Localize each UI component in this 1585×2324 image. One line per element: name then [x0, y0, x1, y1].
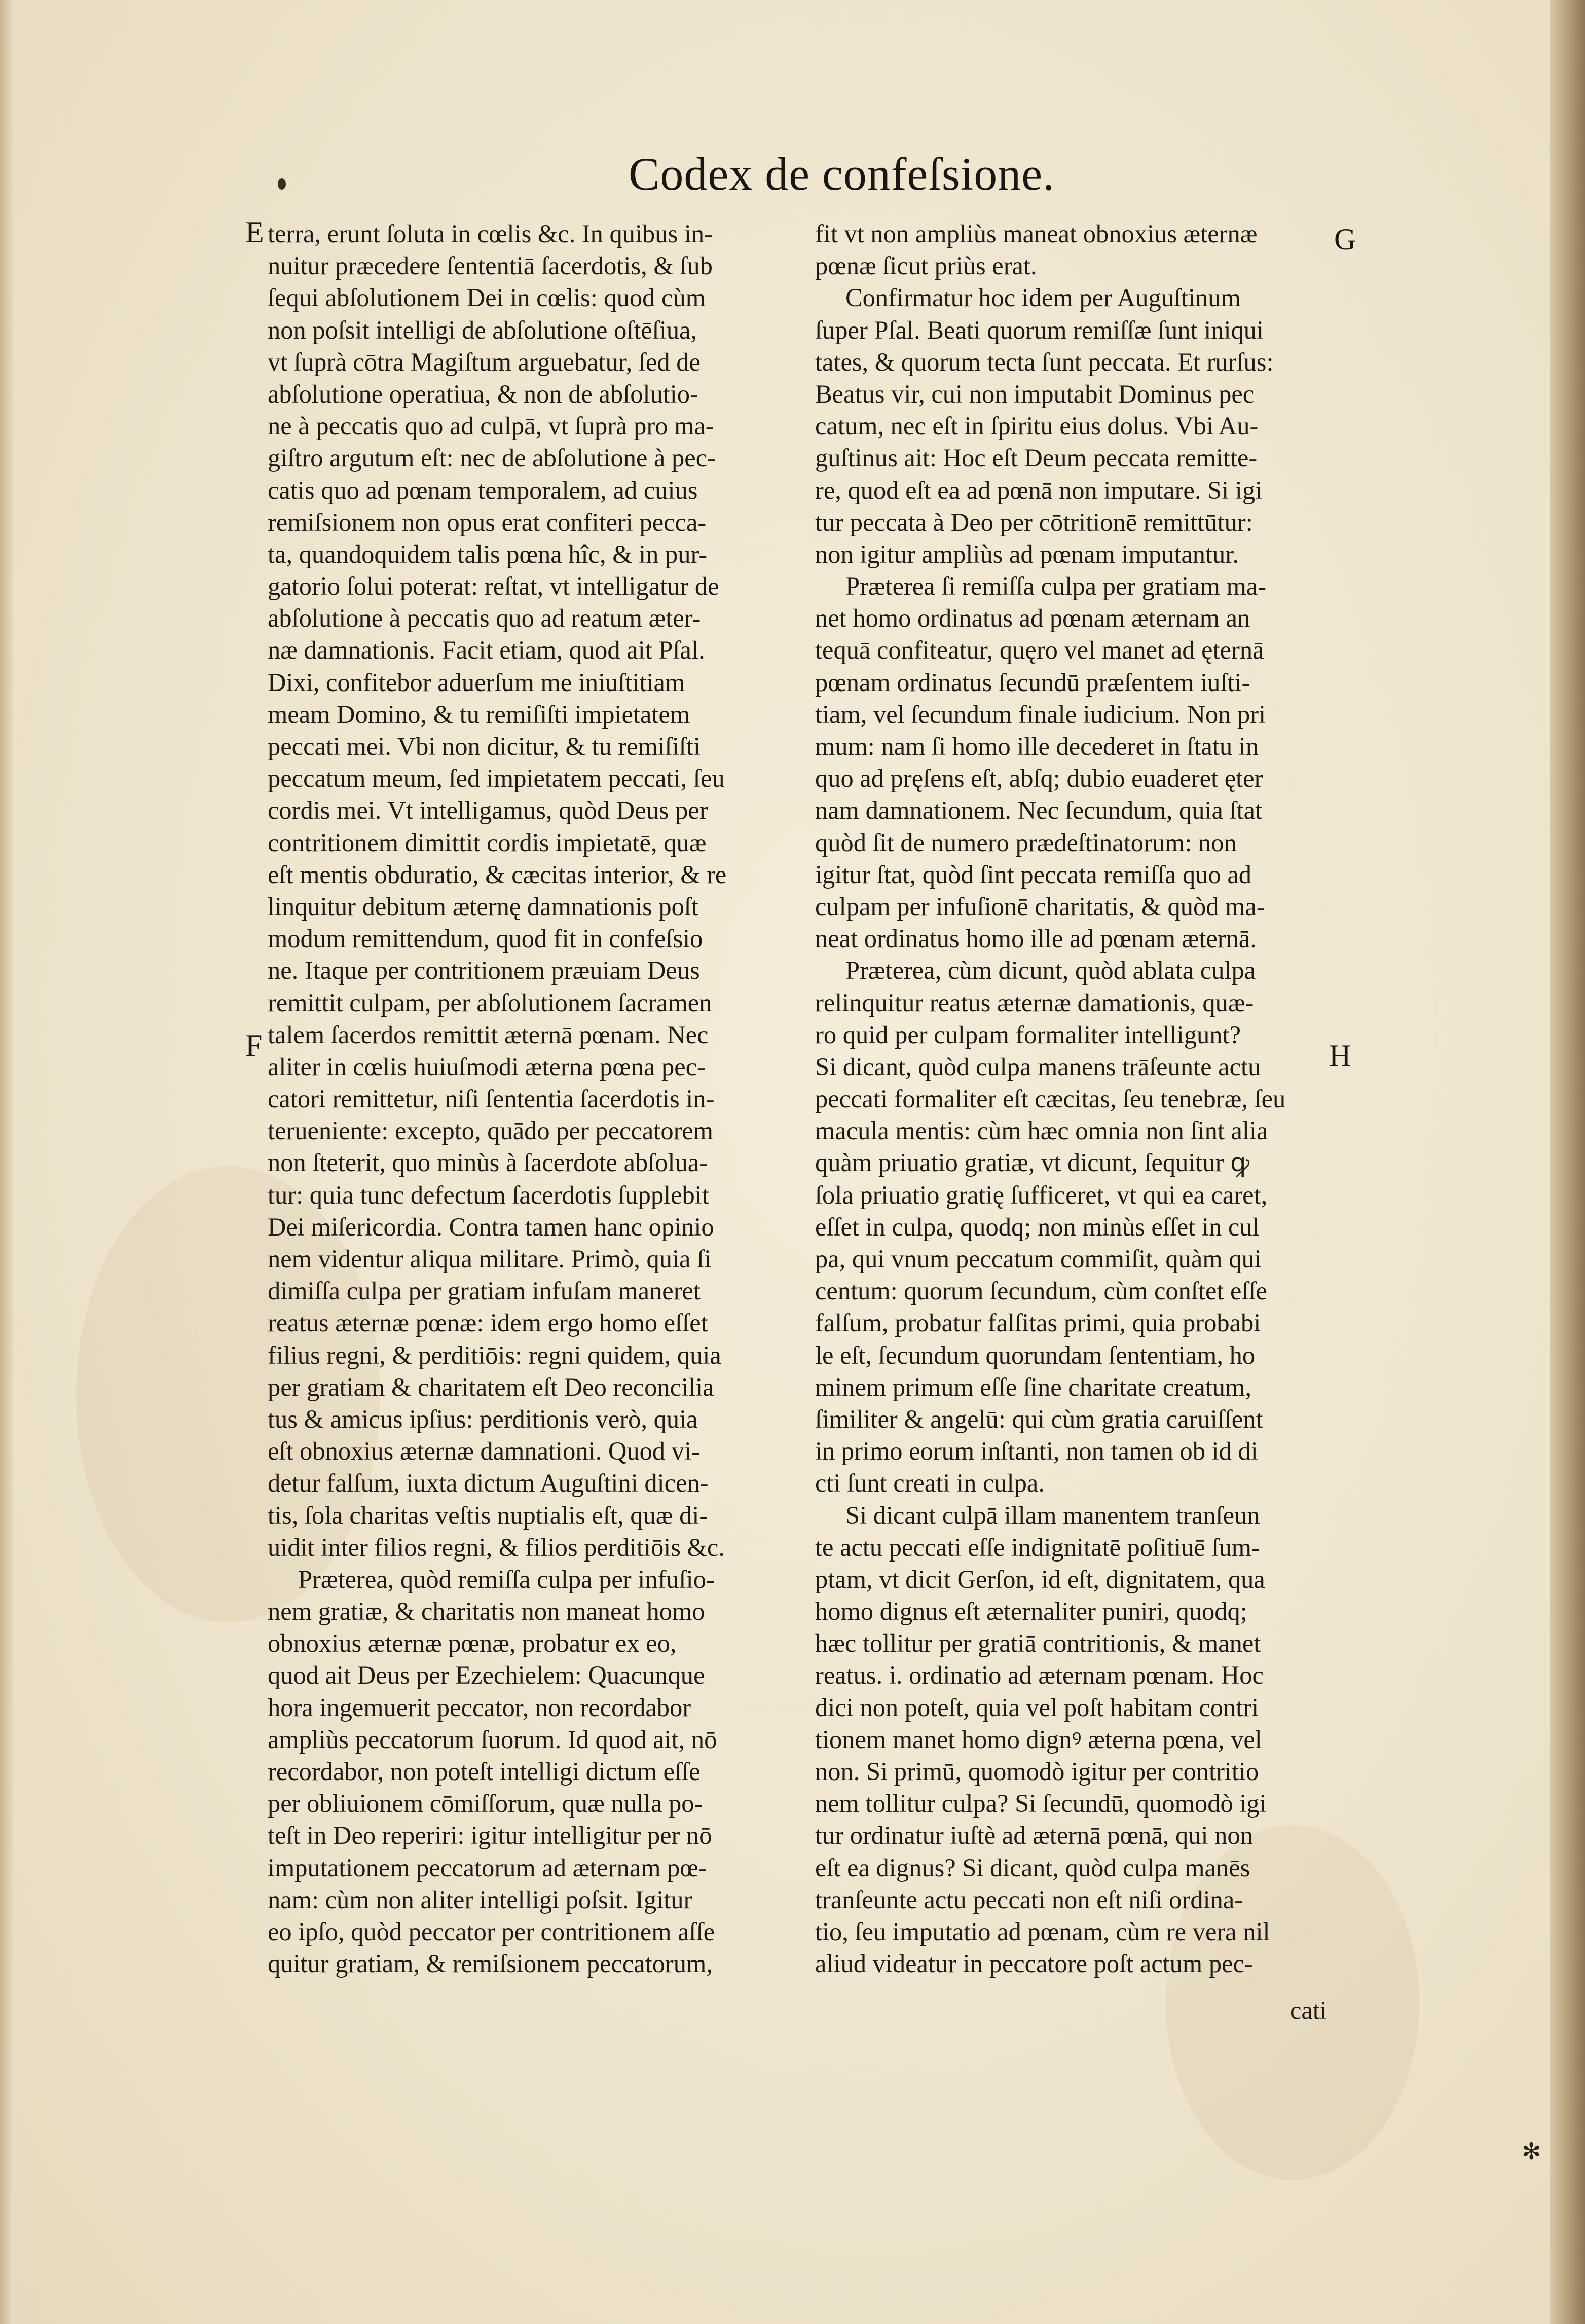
left-text-column — [268, 218, 775, 1980]
margin-letter-g: G — [1334, 223, 1356, 256]
text-line: eſſet in culpa, quodq; non minùs eſſet in cul — [815, 1212, 1260, 1241]
text-line: teſt in Deo reperiri: igitur intelligitur per nō — [268, 1821, 712, 1850]
text-line: dimiſſa culpa per gratiam infuſam maneret — [268, 1277, 701, 1305]
text-line: minem primum eſſe ſine charitate creatum, — [815, 1372, 1251, 1401]
text-line: ampliùs peccatorum ſuorum. Id quod ait, nō — [268, 1725, 717, 1754]
text-line: Præterea, cùm dicunt, quòd ablata culpa — [845, 956, 1256, 985]
text-line: guſtinus ait: Hoc eſt Deum peccata remitte- — [815, 444, 1258, 473]
text-line: ta, quandoquidem talis pœna hîc, & in pur- — [268, 539, 708, 568]
text-line: homo dignus eſt æternaliter puniri, quodq; — [815, 1597, 1247, 1626]
text-line: quòd ſit de numero prædeſtinatorum: non — [815, 828, 1237, 857]
margin-letter-f: F — [245, 1029, 263, 1062]
text-line: nam: cùm non aliter intelligi poſsit. Igitur — [268, 1885, 692, 1914]
text-line: te actu peccati eſſe indignitatē poſitiuē ſum- — [815, 1533, 1260, 1562]
text-line: aliud videatur in peccatore poſt actum pec- — [815, 1949, 1253, 1978]
text-line: eſt obnoxius æternæ damnationi. Quod vi- — [268, 1437, 700, 1466]
text-line: tur: quia tunc defectum ſacerdotis ſupplebit — [268, 1180, 709, 1209]
text-line: in primo eorum inſtanti, non tamen ob id di — [815, 1437, 1258, 1466]
text-line: terueniente: excepto, quādo per peccatorem — [268, 1116, 714, 1145]
text-line: centum: quorum ſecundum, cùm conſtet eſſe — [815, 1277, 1267, 1305]
text-line: nem gratiæ, & charitatis non maneat homo — [268, 1597, 705, 1626]
text-line: gatorio ſolui poterat: reſtat, vt intelligatur de — [268, 572, 719, 601]
signature-mark: ✻ — [1522, 2138, 1541, 2164]
page-edge — [1550, 0, 1585, 2324]
text-line: tranſeunte actu peccati non eſt niſi ordina- — [815, 1885, 1243, 1914]
text-line: Si dicant, quòd culpa manens trāſeunte actu — [815, 1052, 1261, 1081]
text-line: catori remittetur, niſi ſententia ſacerdotis in- — [268, 1084, 715, 1113]
text-line: hora ingemuerit peccator, non recordabor — [268, 1693, 691, 1722]
text-line: ſuper Pſal. Beati quorum remiſſæ ſunt iniqui — [815, 315, 1264, 344]
text-line: quod ait Deus per Ezechielem: Quacunque — [268, 1661, 705, 1690]
text-line: tio, ſeu imputatio ad pœnam, cùm re vera nil — [815, 1917, 1270, 1946]
text-line: peccati formaliter eſt cæcitas, ſeu tenebræ, ſeu — [815, 1084, 1286, 1113]
text-line: tus & amicus ipſius: perditionis verò, quia — [268, 1404, 698, 1433]
text-line: relinquitur reatus æternæ damationis, quæ- — [815, 988, 1254, 1017]
text-line: tates, & quorum tecta ſunt peccata. Et rurſus: — [815, 347, 1274, 376]
text-line: quo ad pręſens eſt, abſq; dubio euaderet ęter — [815, 764, 1263, 793]
text-line: modum remittendum, quod fit in confeſsio — [268, 924, 703, 953]
text-line: nam damnationem. Nec ſecundum, quia ſtat — [815, 796, 1263, 825]
text-line: pœnam ordinatus ſecundū præſentem iuſti- — [815, 668, 1250, 697]
text-line: remittit culpam, per abſolutionem ſacramen — [268, 988, 712, 1017]
text-line: tiam, vel ſecundum finale iudicium. Non pri — [815, 700, 1266, 729]
running-head: Codex de confeſsione. — [629, 148, 1055, 200]
text-line: tionem manet homo dignꝰ æterna pœna, vel — [815, 1725, 1262, 1754]
text-line: mum: nam ſi homo ille decederet in ſtatu in — [815, 732, 1259, 760]
text-line: cti ſunt creati in culpa. — [815, 1469, 1045, 1498]
text-line: uidit inter filios regni, & filios perditiōis &c. — [268, 1533, 725, 1562]
text-line: pa, qui vnum peccatum commiſit, quàm qui — [815, 1245, 1262, 1273]
text-line: non ſteterit, quo minùs à ſacerdote abſolua- — [268, 1148, 708, 1177]
text-line: fit vt non ampliùs maneat obnoxius æternæ — [815, 220, 1258, 248]
text-line: obnoxius æternæ pœnæ, probatur ex eo, — [268, 1629, 677, 1658]
text-line: contritionem dimittit cordis impietatē, quæ — [268, 828, 707, 857]
text-line: re, quod eſt ea ad pœnā non imputare. Si igi — [815, 476, 1263, 504]
text-line: culpam per infuſionē charitatis, & quòd ma- — [815, 892, 1265, 921]
text-line: meam Domino, & tu remiſiſti impietatem — [268, 700, 690, 729]
text-line: catum, nec eſt in ſpiritu eius dolus. Vbi Au- — [815, 412, 1259, 441]
text-line: reatus æternæ pœnæ: idem ergo homo eſſet — [268, 1309, 708, 1337]
text-line: aliter in cœlis huiuſmodi æterna pœna pec- — [268, 1052, 706, 1081]
text-line: Confirmatur hoc idem per Auguſtinum — [845, 283, 1241, 312]
text-line: abſolutione à peccatis quo ad reatum æter- — [268, 604, 701, 633]
text-line: Præterea ſi remiſſa culpa per gratiam ma- — [845, 572, 1267, 601]
text-line: linquitur debitum æternę damnationis poſt — [268, 892, 698, 921]
text-line: tur ordinatur iuſtè ad æternā pœnā, qui non — [815, 1821, 1253, 1850]
text-line: ne. Itaque per contritionem præuiam Deus — [268, 956, 700, 985]
text-line: eſt ea dignus? Si dicant, quòd culpa manēs — [815, 1853, 1250, 1882]
text-line: Dei miſericordia. Contra tamen hanc opinio — [268, 1212, 714, 1241]
text-line: non poſsit intelligi de abſolutione oſtēſiua, — [268, 315, 697, 344]
text-line: Beatus vir, cui non imputabit Dominus pec — [815, 379, 1255, 408]
text-line: pœnæ ſicut priùs erat. — [815, 251, 1037, 280]
text-line: remiſsionem non opus erat confiteri pecca- — [268, 507, 707, 536]
text-line: ro quid per culpam formaliter intelligunt? — [815, 1020, 1241, 1049]
ornament-dot — [278, 178, 286, 190]
text-line: reatus. i. ordinatio ad æternam pœnam. Hoc — [815, 1661, 1264, 1690]
text-line: ſola priuatio gratię ſufficeret, vt qui ea caret, — [815, 1180, 1268, 1209]
margin-letter-e: E — [245, 215, 264, 249]
text-line: eſt mentis obduratio, & cæcitas interior, & re — [268, 860, 727, 889]
text-line: imputationem peccatorum ad æternam pœ- — [268, 1853, 707, 1882]
text-line: tis, ſola charitas veſtis nuptialis eſt, quæ di- — [268, 1501, 708, 1530]
text-line: le eſt, ſecundum quorundam ſententiam, ho — [815, 1340, 1256, 1369]
gutter-shadow — [0, 0, 14, 2324]
text-line: Si dicant culpā illam manentem tranſeun — [845, 1501, 1260, 1530]
text-line: detur falſum, iuxta dictum Auguſtini dicen- — [268, 1469, 709, 1498]
text-line: peccatum meum, ſed impietatem peccati, ſeu — [268, 764, 725, 793]
text-line: Dixi, confitebor aduerſum me iniuſtitiam — [268, 668, 685, 697]
margin-letter-h: H — [1329, 1039, 1351, 1072]
text-line: Præterea, quòd remiſſa culpa per infuſio- — [298, 1565, 715, 1593]
text-line: hæc tollitur per gratiā contritionis, & manet — [815, 1629, 1261, 1658]
text-line: per obliuionem cōmiſſorum, quæ nulla po- — [268, 1789, 703, 1818]
text-line: recordabor, non poteſt intelligi dictum eſſe — [268, 1757, 701, 1786]
text-line: peccati mei. Vbi non dicitur, & tu remiſiſti — [268, 732, 701, 760]
text-line: non igitur ampliùs ad pœnam imputantur. — [815, 539, 1239, 568]
text-line: nem videntur aliqua militare. Primò, quia ſi — [268, 1245, 712, 1273]
catchword: cati — [1290, 1996, 1327, 2024]
text-line: tur peccata à Deo per cōtritionē remittūtur: — [815, 507, 1253, 536]
text-line: talem ſacerdos remittit æternā pœnam. Nec — [268, 1020, 709, 1049]
right-text-column — [815, 218, 1322, 1980]
text-line: eo ipſo, quòd peccator per contritionem aſſe — [268, 1917, 715, 1946]
text-line: nuitur præcedere ſententiā ſacerdotis, & ſub — [268, 251, 713, 280]
text-line: ſequi abſolutionem Dei in cœlis: quod cùm — [268, 283, 706, 312]
text-line: dici non poteſt, quia vel poſt habitam contri — [815, 1693, 1259, 1722]
text-line: quitur gratiam, & remiſsionem peccatorum, — [268, 1949, 713, 1978]
text-line: non. Si primū, quomodò igitur per contritio — [815, 1757, 1259, 1786]
text-line: ne à peccatis quo ad culpā, vt ſuprà pro ma- — [268, 412, 714, 441]
text-line: filius regni, & perditiōis: regni quidem, quia — [268, 1340, 721, 1369]
text-line: neat ordinatus homo ille ad pœnam æternā. — [815, 924, 1257, 953]
text-line: macula mentis: cùm hæc omnia non ſint alia — [815, 1116, 1268, 1145]
text-line: vt ſuprà cōtra Magiſtum arguebatur, ſed de — [268, 347, 701, 376]
text-line: næ damnationis. Facit etiam, quod ait Pſal. — [268, 636, 705, 665]
text-line: falſum, probatur falſitas primi, quia probabi — [815, 1309, 1261, 1337]
text-line: per gratiam & charitatem eſt Deo reconcilia — [268, 1372, 714, 1401]
text-line: terra, erunt ſoluta in cœlis &c. In quibus in- — [268, 220, 713, 248]
text-line: tequā confiteatur, quęro vel manet ad ęternā — [815, 636, 1264, 665]
text-line: catis quo ad pœnam temporalem, ad cuius — [268, 476, 698, 504]
text-line: quàm priuatio gratiæ, vt dicunt, ſequitur ꝙ — [815, 1148, 1249, 1177]
text-line: abſolutione operatiua, & non de abſolutio- — [268, 379, 698, 408]
text-line: giſtro argutum eſt: nec de abſolutione à pec- — [268, 444, 716, 473]
text-line: ſimiliter & angelū: qui cùm gratia caruiſſent — [815, 1404, 1263, 1433]
text-line: igitur ſtat, quòd ſint peccata remiſſa quo ad — [815, 860, 1252, 889]
text-line: nem tollitur culpa? Si ſecundū, quomodò igi — [815, 1789, 1267, 1818]
text-line: ptam, vt dicit Gerſon, id eſt, dignitatem, qua — [815, 1565, 1265, 1593]
text-line: cordis mei. Vt intelligamus, quòd Deus per — [268, 796, 708, 825]
text-line: net homo ordinatus ad pœnam æternam an — [815, 604, 1250, 633]
